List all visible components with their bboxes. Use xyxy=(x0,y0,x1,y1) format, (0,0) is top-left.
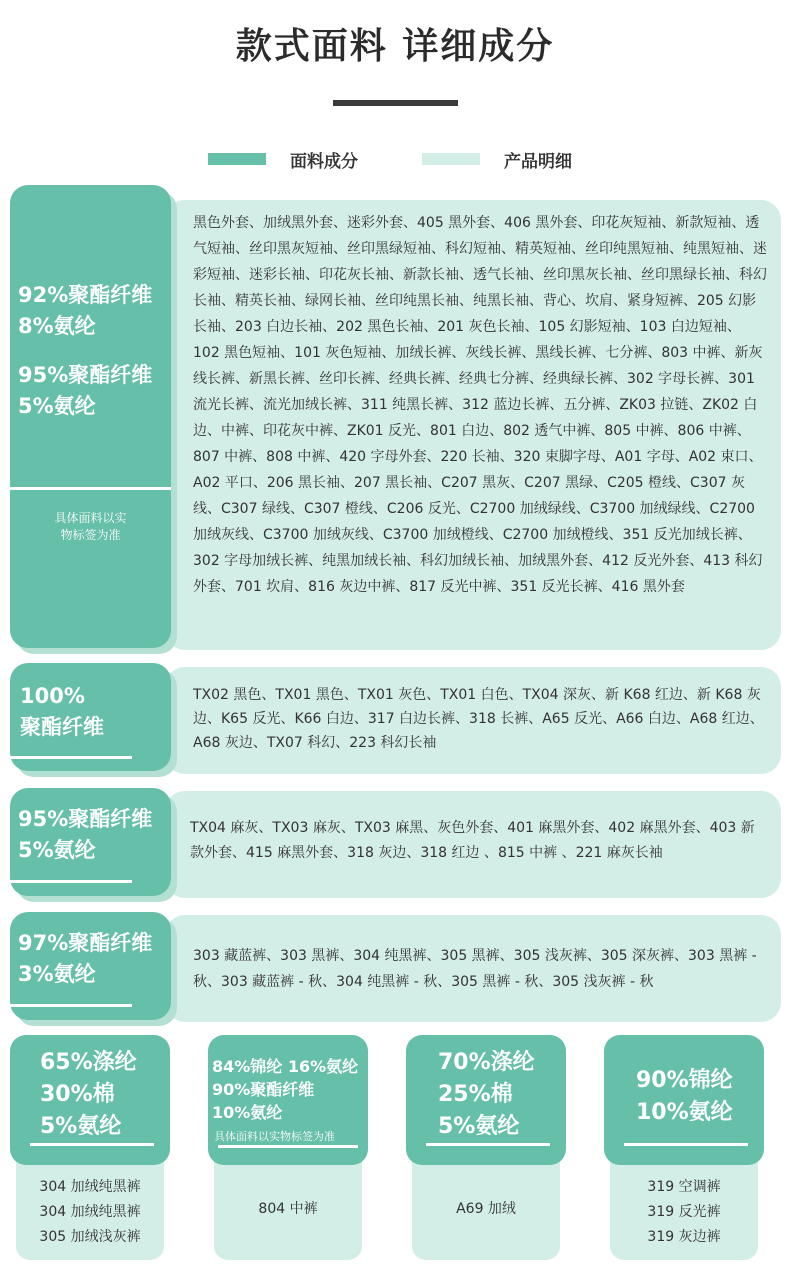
composition-line: 95%聚酯纤维 xyxy=(18,807,153,831)
note-line: 物标签为准 xyxy=(60,528,121,542)
composition-line: 84%锦纶 16%氨纶 xyxy=(212,1057,359,1076)
fabric-row-2 xyxy=(10,663,781,778)
composition-line: 5%氨纶 xyxy=(40,1114,122,1139)
list-item: 305 加绒浅灰裤 xyxy=(39,1229,141,1245)
composition-underline xyxy=(624,1143,748,1146)
composition-line: 25%棉 xyxy=(438,1082,513,1107)
composition-line: 10%氨纶 xyxy=(212,1103,283,1122)
composition-text xyxy=(12,681,104,743)
composition-card xyxy=(604,1035,764,1165)
composition-underline xyxy=(30,1143,154,1146)
product-list: 303 藏蓝裤、303 黑裤、304 纯黑裤、305 黑裤、305 浅灰裤、305 深灰裤、303 黑裤 - 秋、303 藏蓝裤 - 秋、304 纯黑裤 - 秋、305 黑裤 - 秋、305 浅灰裤 - 秋 xyxy=(193,948,757,990)
composition-card xyxy=(406,1035,566,1165)
fabric-row-3 xyxy=(10,788,781,903)
composition-line: 100% xyxy=(20,684,85,708)
title-underline xyxy=(333,100,458,106)
product-list: TX04 麻灰、TX03 麻灰、TX03 麻黑、灰色外套、401 麻黑外套、402 麻黑外套、403 新款外套、415 麻黑外套、318 灰边、318 红边 、815 中裤 、221 麻灰长袖 xyxy=(190,820,755,861)
page-title: 款式面料 详细成分 xyxy=(235,26,555,67)
composition-card xyxy=(208,1035,368,1165)
composition-underline xyxy=(10,880,132,883)
composition-card xyxy=(10,1035,170,1165)
legend-detail-label: 产品明细 xyxy=(504,151,572,172)
composition-underline xyxy=(218,1145,358,1148)
composition-divider xyxy=(10,487,171,490)
composition-text xyxy=(10,804,152,866)
composition-text xyxy=(212,1055,358,1124)
fabric-note: 具体面料以实物标签为准 xyxy=(214,1130,335,1143)
composition-line: 聚酯纤维 xyxy=(20,715,104,739)
fabric-row-1 xyxy=(10,185,781,655)
composition-text xyxy=(10,928,152,990)
composition-line: 92%聚酯纤维 xyxy=(18,283,153,307)
composition-line: 5%氨纶 xyxy=(438,1114,520,1139)
list-item: 319 反光裤 xyxy=(647,1204,721,1220)
composition-card xyxy=(10,185,171,648)
legend-detail xyxy=(422,146,572,172)
composition-line: 3%氨纶 xyxy=(18,962,96,986)
composition-line: 30%棉 xyxy=(40,1082,115,1107)
composition-text xyxy=(40,1047,137,1143)
fabric-note xyxy=(10,510,171,544)
product-list xyxy=(610,1175,758,1250)
composition-card xyxy=(10,788,171,896)
composition-line: 10%氨纶 xyxy=(636,1100,733,1125)
product-list: 黑色外套、加绒黑外套、迷彩外套、405 黑外套、406 黑外套、印花灰短袖、新款短袖、透气短袖、丝印黑灰短袖、丝印黑绿短袖、科幻短袖、精英短袖、丝印纯黑短袖、纯黑短袖、迷彩短袖、迷彩长袖、印花灰长袖、新款长袖、透气长袖、丝印黑灰长袖、丝印黑绿长袖、科幻长袖、精英长袖、绿网长袖、丝印纯黑长袖、纯黑长袖、背心、坎肩、紧身短裤、205 幻影长袖、203 白边长袖、202 黑色长袖、201 灰色长袖、105 幻影短袖、103 白边短袖、102 黑色短袖、101 灰色短袖、加绒长裤、灰线长裤、黑线长裤、七分裤、803 中裤、新灰线长裤、新黑长裤、丝印长裤、经典长裤、经典七分裤、经典绿长裤、302 字母长裤、301 流光长裤、流光加绒长裤、311 纯黑长裤、312 蓝边长裤、五分裤、ZK03 拉链、ZK02 白边、中裤、印花灰中裤、ZK01 反光、801 白边、802 透气中裤、805 中裤、806 中裤、807 中裤、808 中裤、420 字母外套、220 长袖、320 束脚字母、A01 字母、A02 束口、A02 平口、206 黑长袖、207 黑长袖、C207 黑灰、C207 黑绿、C205 橙线、C307 灰线、C307 绿线、C307 橙线、C206 反光、C2700 加绒绿线、C3700 加绒绿线、C2700 加绒灰线、C3700 加绒灰线、C3700 加绒橙线、C2700 加绒橙线、351 反光加绒长裤、302 字母加绒长裤、纯黑加绒长袖、科幻加绒长袖、加绒黑外套、412 反光外套、413 科幻外套、701 坎肩、816 灰边中裤、817 反光中裤、351 反光长裤、416 黑外套 xyxy=(193,215,767,595)
list-item: 304 加绒纯黑裤 xyxy=(39,1179,141,1195)
composition-line: 90%聚酯纤维 xyxy=(212,1080,315,1099)
list-item: A69 加绒 xyxy=(456,1201,516,1217)
product-list xyxy=(412,1197,560,1222)
legend-composition-label: 面料成分 xyxy=(290,151,358,172)
composition-text xyxy=(438,1047,535,1143)
composition-underline xyxy=(10,1004,132,1007)
fabric-row-4 xyxy=(10,912,781,1027)
list-item: 319 灰边裤 xyxy=(647,1229,721,1245)
legend-detail-swatch xyxy=(422,153,480,165)
composition-text xyxy=(10,280,152,422)
composition-line: 5%氨纶 xyxy=(18,838,96,862)
legend-composition xyxy=(208,146,358,172)
product-list: TX02 黑色、TX01 黑色、TX01 灰色、TX01 白色、TX04 深灰、新 K68 红边、新 K68 灰边、K65 反光、K66 白边、317 白边长裤、318 长裤、A65 反光、A66 白边、A68 红边、A68 灰边、TX07 科幻、223 科幻长袖 xyxy=(193,687,764,751)
composition-card xyxy=(10,663,171,771)
composition-text xyxy=(636,1065,733,1129)
composition-line: 95%聚酯纤维 xyxy=(18,363,153,387)
composition-line: 90%锦纶 xyxy=(636,1068,733,1093)
composition-line: 70%涤纶 xyxy=(438,1050,535,1075)
composition-line: 97%聚酯纤维 xyxy=(18,931,153,955)
product-list xyxy=(16,1175,164,1250)
list-item: 304 加绒纯黑裤 xyxy=(39,1204,141,1220)
note-line: 具体面料以实 xyxy=(54,511,127,525)
composition-underline xyxy=(10,756,132,759)
legend-composition-swatch xyxy=(208,153,266,165)
list-item: 319 空调裤 xyxy=(647,1179,721,1195)
product-list xyxy=(214,1197,362,1222)
composition-line: 5%氨纶 xyxy=(18,394,96,418)
composition-line: 65%涤纶 xyxy=(40,1050,137,1075)
composition-line: 8%氨纶 xyxy=(18,314,96,338)
composition-card xyxy=(10,912,171,1020)
list-item: 804 中裤 xyxy=(258,1201,318,1217)
composition-underline xyxy=(426,1143,550,1146)
